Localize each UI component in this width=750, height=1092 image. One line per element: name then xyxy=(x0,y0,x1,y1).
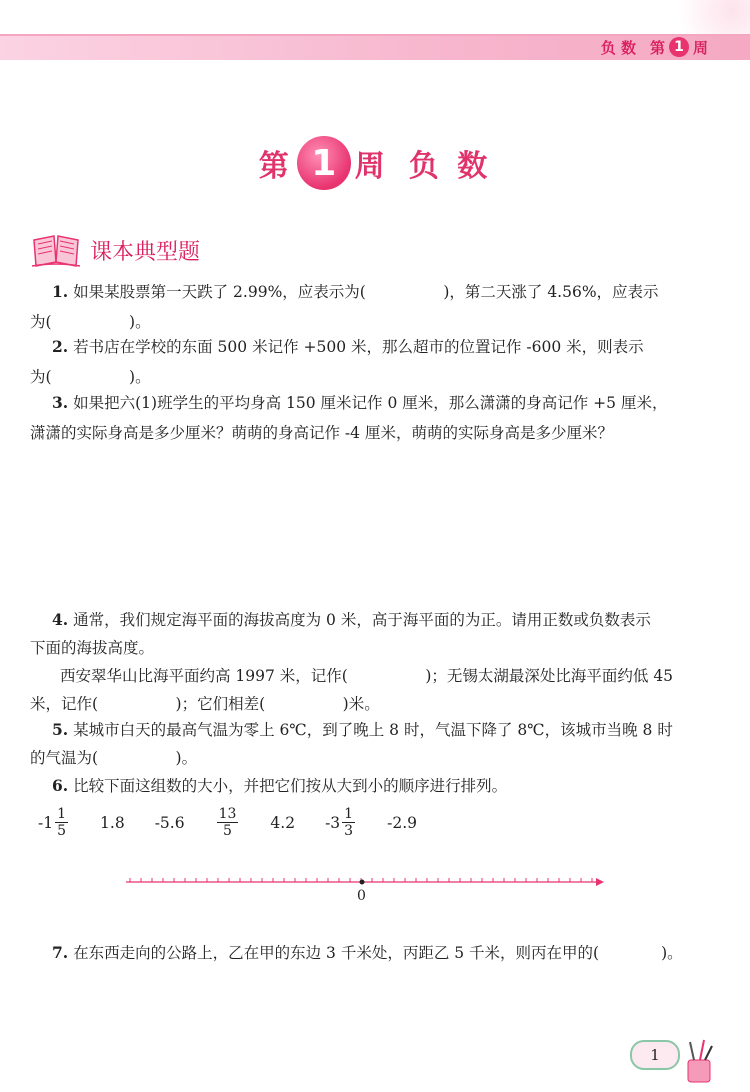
number-fraction-4 xyxy=(215,806,241,839)
number-line-zero-label: 0 xyxy=(357,888,366,904)
q4-number: 4. xyxy=(52,610,69,629)
number-mixed-1 xyxy=(38,806,70,839)
pencil-cup-icon xyxy=(680,1036,720,1086)
q6-number: 6. xyxy=(52,776,69,795)
number-mixed-6 xyxy=(325,806,357,839)
q4-line1: 通常，我们规定海平面的海拔高度为 0 米，高于海平面的为正。请用正数或负数表示 xyxy=(73,611,651,629)
number-list xyxy=(38,806,447,839)
title-prefix: 第 xyxy=(258,149,293,184)
q3-number: 3. xyxy=(52,393,69,412)
running-header xyxy=(601,34,708,60)
numerator: 1 xyxy=(344,806,354,822)
question-4 xyxy=(30,605,710,635)
q6-line1: 比较下面这组数的大小，并把它们按从大到小的顺序进行排列。 xyxy=(73,777,508,795)
section-header xyxy=(30,232,200,268)
number-line-graphic xyxy=(126,872,606,912)
page-number: 1 xyxy=(630,1040,680,1070)
q5-line1: 某城市白天的最高气温为零上 6℃，到了晚上 8 时，气温下降了 8℃，该城市当晚 8 时 xyxy=(73,721,673,739)
corner-decoration xyxy=(660,0,750,36)
q1-line2: 为( )。 xyxy=(30,313,151,331)
q4-line4: 米，记作( )；它们相差( )米。 xyxy=(30,695,380,713)
fraction xyxy=(55,806,68,839)
q2-line1: 若书店在学校的东面 500 米记作 +500 米，那么超市的位置记作 -600 米，则表示 xyxy=(73,338,644,356)
q7-line1: 在东西走向的公路上，乙在甲的东边 3 千米处，丙距乙 5 千米，则丙在甲的( )。 xyxy=(73,944,683,962)
q7-number: 7. xyxy=(52,943,69,962)
header-subject: 负 数 xyxy=(600,38,636,57)
title-suffix: 周 xyxy=(354,149,389,184)
header-week-suffix: 周 xyxy=(692,38,708,57)
q1-line1: 如果某股票第一天跌了 2.99%，应表示为( )，第二天涨了 4.56%，应表示 xyxy=(73,283,659,301)
denominator: 3 xyxy=(344,823,354,839)
question-2 xyxy=(30,332,710,362)
number-whole: -3 xyxy=(325,813,341,832)
denominator: 5 xyxy=(223,823,232,839)
q2-number: 2. xyxy=(52,337,69,356)
q1-number: 1. xyxy=(52,282,69,301)
q4-line2: 下面的海拔高度。 xyxy=(30,639,155,657)
numerator: 1 xyxy=(57,806,67,822)
numerator: 13 xyxy=(218,806,237,822)
number-5: 4.2 xyxy=(270,813,296,832)
question-5 xyxy=(30,715,710,745)
number-line xyxy=(126,872,606,912)
q3-line2: 潇潇的实际身高是多少厘米？萌萌的身高记作 -4 厘米，萌萌的实际身高是多少厘米？ xyxy=(30,424,613,442)
denominator: 5 xyxy=(57,823,67,839)
question-3-cont xyxy=(30,418,710,448)
q5-line2: 的气温为( )。 xyxy=(30,749,198,767)
header-week-prefix: 第 xyxy=(649,38,665,57)
q5-number: 5. xyxy=(52,720,69,739)
question-1 xyxy=(30,277,710,307)
title-week-number: 1 xyxy=(297,136,351,190)
header-week-number: 1 xyxy=(669,37,689,57)
question-3 xyxy=(30,388,710,418)
section-title: 课本典型题 xyxy=(90,239,201,265)
question-4-cont xyxy=(30,633,710,663)
number-7: -2.9 xyxy=(387,813,417,832)
number-3: -5.6 xyxy=(154,813,185,832)
question-4-part xyxy=(30,661,710,691)
fraction xyxy=(342,806,355,839)
title-topic: 负 数 xyxy=(408,149,492,184)
number-whole: -1 xyxy=(38,813,54,832)
question-7 xyxy=(30,938,710,968)
q3-line1: 如果把六(1)班学生的平均身高 150 厘米记作 0 厘米，那么潇潇的身高记作 +5 厘米， xyxy=(73,394,668,412)
open-book-icon xyxy=(30,232,82,268)
question-5-cont xyxy=(30,743,710,773)
number-2: 1.8 xyxy=(100,813,125,832)
q2-line2: 为( )。 xyxy=(30,368,151,386)
q4-line3: 西安翠华山比海平面约高 1997 米，记作( )；无锡太湖最深处比海平面约低 45 xyxy=(60,667,674,685)
question-6 xyxy=(30,771,710,801)
fraction xyxy=(217,806,239,839)
page-title xyxy=(0,128,750,198)
